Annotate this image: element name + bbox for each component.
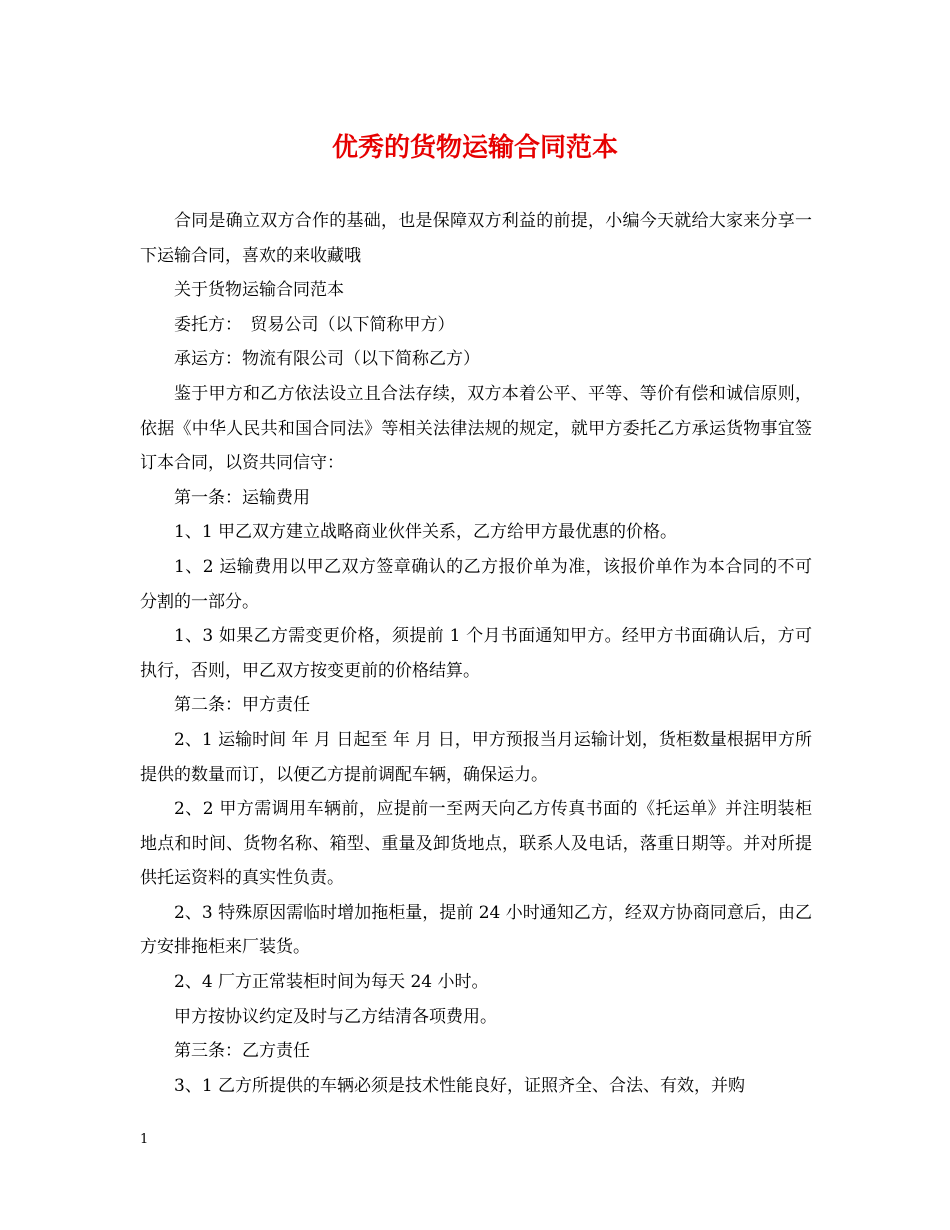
paragraph: 关于货物运输合同范本 xyxy=(174,280,344,301)
clause: 3、1 乙方所提供的车辆必须是技术性能良好，证照齐全、合法、有效，并购 xyxy=(174,1075,746,1096)
clause: 2、3 特殊原因需临时增加拖柜量，提前 24 小时通知乙方，经双方协商同意后，由乙方安排拖柜来厂装货。 xyxy=(140,902,812,958)
page-number: 1 xyxy=(140,1132,149,1147)
paragraph: 鉴于甲方和乙方依法设立且合法存续，双方本着公平、平等、等价有偿和诚信原则，依据《中华人民共和国合同法》等相关法律法规的规定，就甲方委托乙方承运货物事宜签订本合同，以资共同信守： xyxy=(140,383,812,474)
clause: 2、2 甲方需调用车辆前，应提前一至两天向乙方传真书面的《托运单》并注明装柜地点和时间、货物名称、箱型、重量及卸货地点，联系人及电话，落重日期等。并对所提供托运资料的真实性负责。 xyxy=(140,799,812,889)
paragraph: 委托方： 贸易公司（以下简称甲方） xyxy=(174,314,455,335)
section-heading: 第三条：乙方责任 xyxy=(174,1041,310,1062)
clause: 1、2 运输费用以甲乙双方签章确认的乙方报价单为准，该报价单作为本合同的不可分割的一部分。 xyxy=(140,556,812,612)
clause: 1、3 如果乙方需变更价格，须提前 1 个月书面通知甲方。经甲方书面确认后，方可执行，否则，甲乙双方按变更前的价格结算。 xyxy=(140,626,812,681)
paragraph: 承运方：物流有限公司（以下简称乙方） xyxy=(174,349,480,370)
clause: 2、4 厂方正常装柜时间为每天 24 小时。 xyxy=(174,972,489,993)
section-heading: 第一条：运输费用 xyxy=(174,487,310,508)
section-heading: 第二条：甲方责任 xyxy=(174,695,310,716)
document-body xyxy=(140,204,812,1103)
paragraph: 合同是确立双方合作的基础，也是保障双方利益的前提，小编今天就给大家来分享一下运输合同，喜欢的来收藏哦 xyxy=(140,211,812,266)
paragraph: 甲方按协议约定及时与乙方结清各项费用。 xyxy=(174,1006,497,1027)
clause: 1、1 甲乙双方建立战略商业伙伴关系，乙方给甲方最优惠的价格。 xyxy=(174,522,678,543)
clause: 2、1 运输时间 年 月 日起至 年 月 日，甲方预报当月运输计划，货柜数量根据甲方所提供的数量而订，以便乙方提前调配车辆，确保运力。 xyxy=(140,729,812,785)
document-title: 优秀的货物运输合同范本 xyxy=(331,133,618,163)
